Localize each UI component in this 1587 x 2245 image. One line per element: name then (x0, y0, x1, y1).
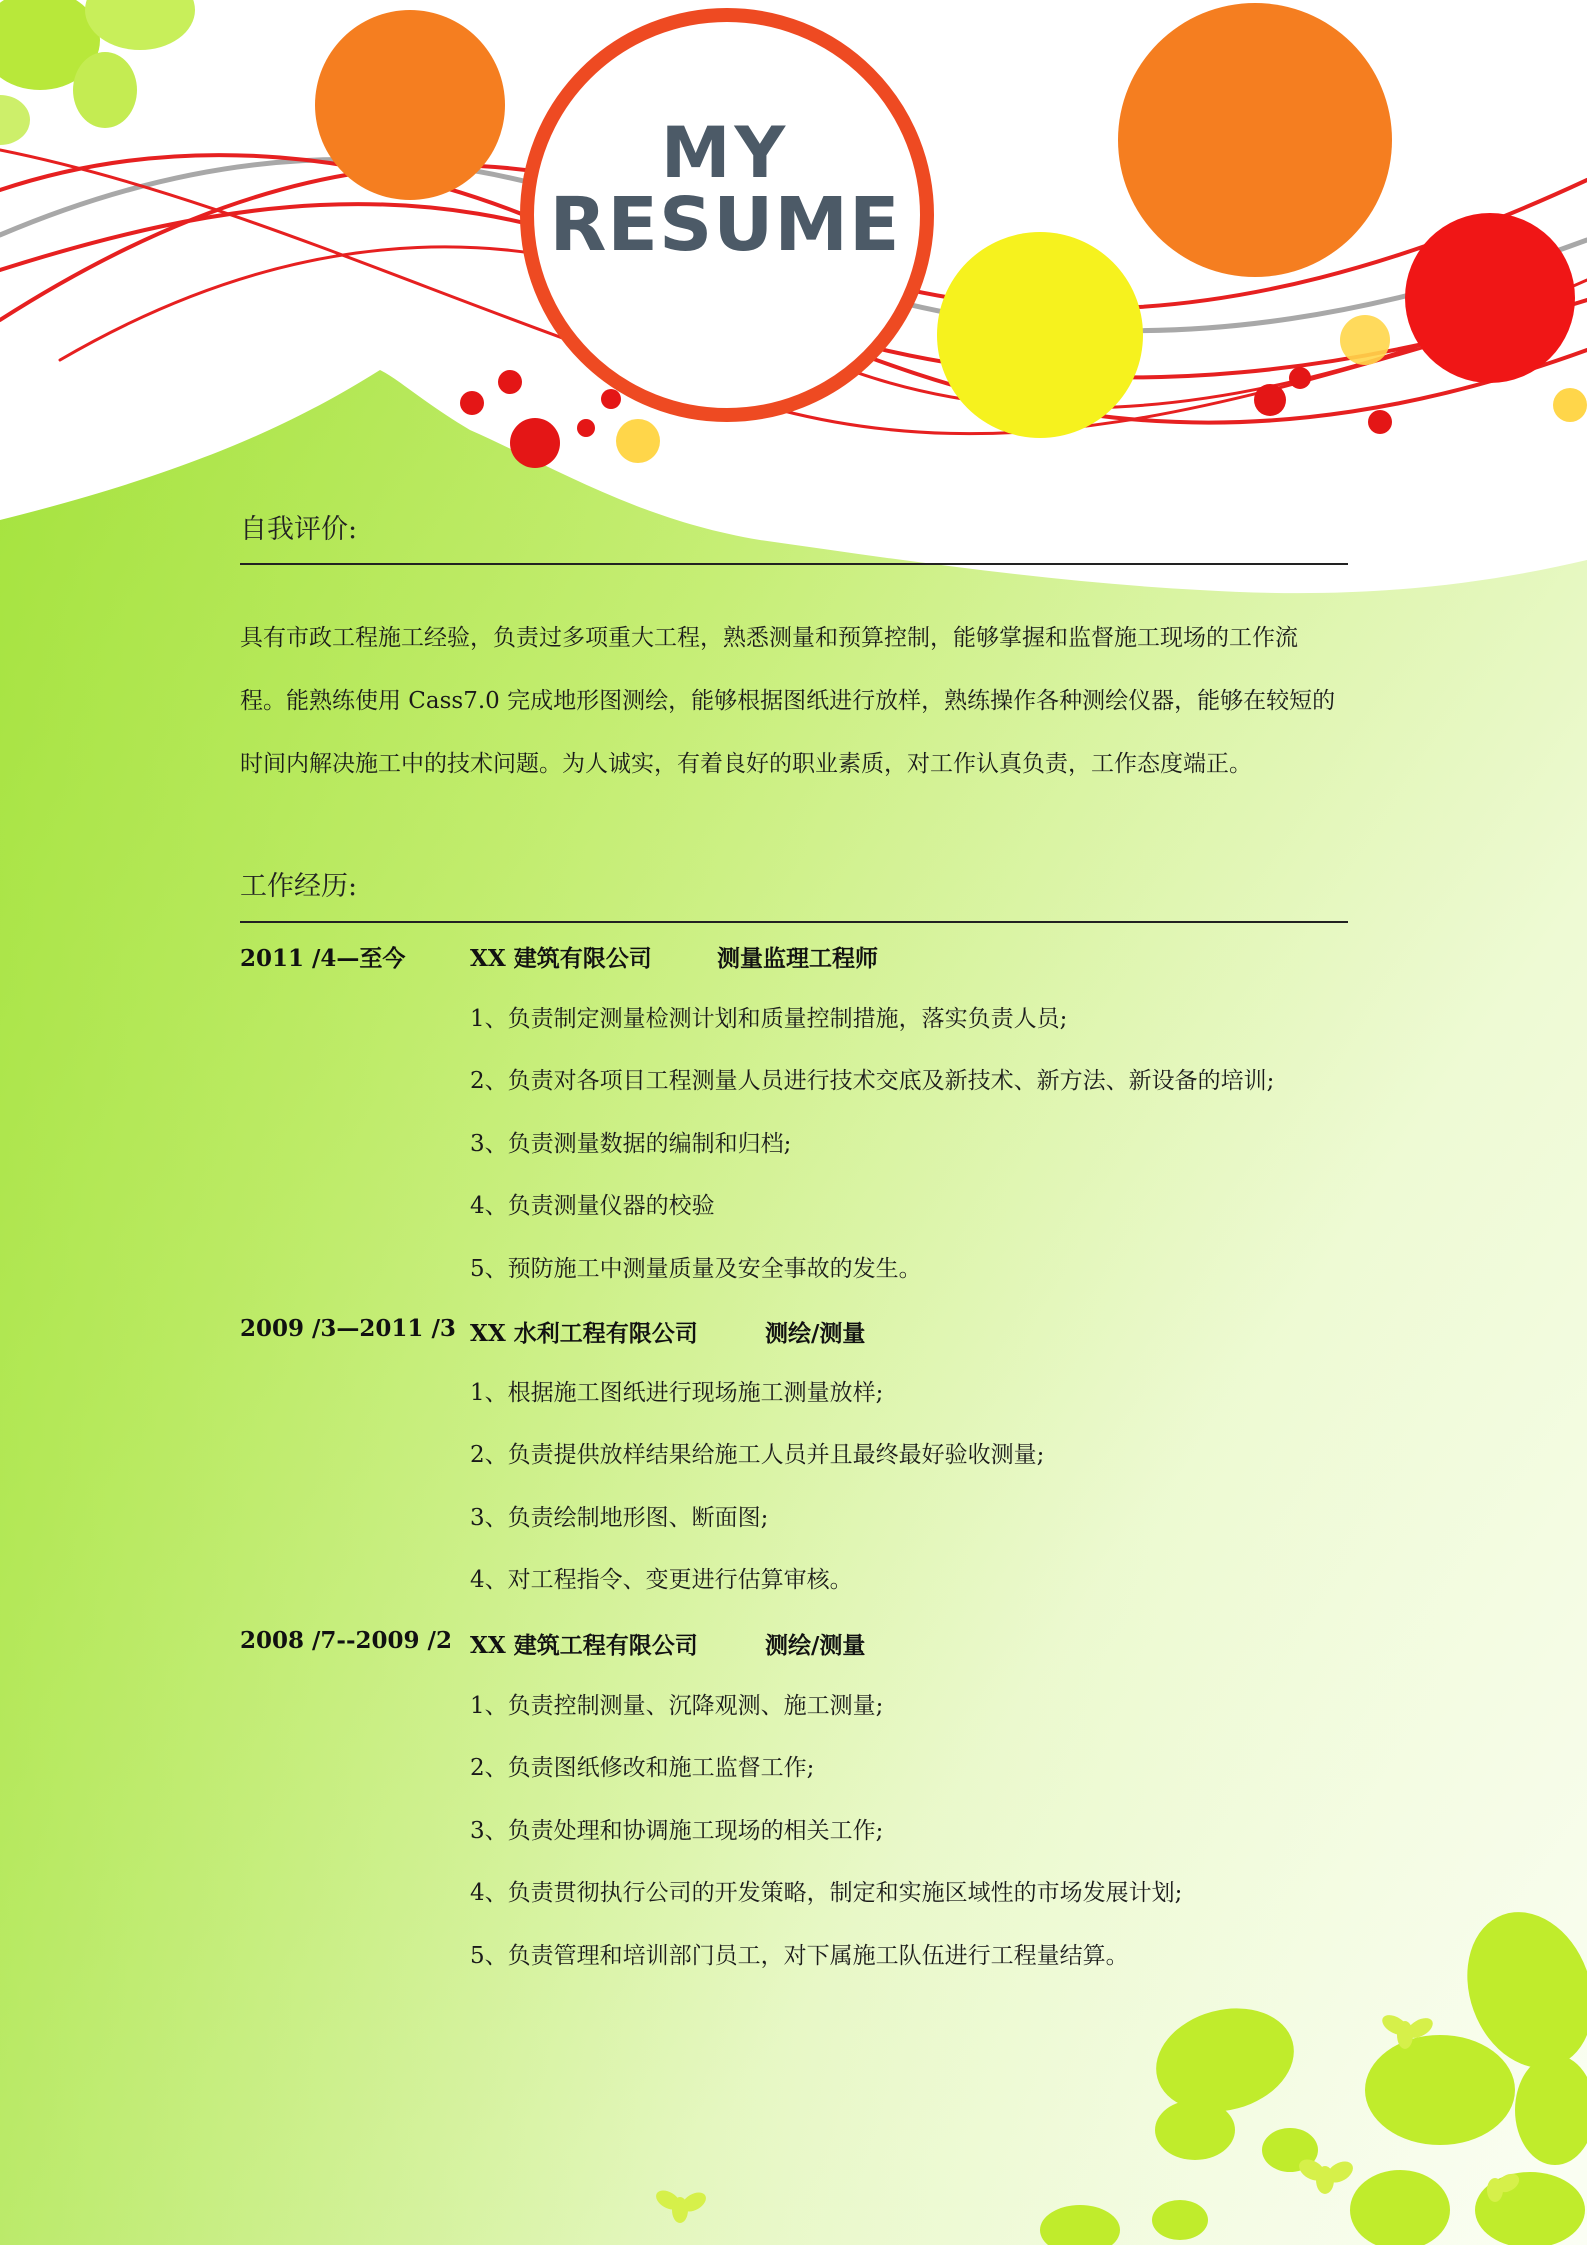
job-date: 2009 /3—2011 /3 (240, 1315, 456, 1342)
duty-item: 3、负责绘制地形图、断面图; (470, 1504, 769, 1531)
job-entry-header (240, 1315, 1350, 1347)
job-company: XX 建筑有限公司 (470, 945, 652, 972)
duty-item: 4、对工程指令、变更进行估算审核。 (470, 1567, 853, 1594)
work-experience-divider (240, 921, 1348, 923)
self-evaluation-line: 时间内解决施工中的技术问题。为人诚实，有着良好的职业素质，对工作认真负责，工作态度端正。 (240, 751, 1252, 777)
job-date: 2008 /7--2009 /2 (240, 1627, 452, 1654)
job-company: XX 建筑工程有限公司 (470, 1632, 698, 1659)
job-date: 2011 /4—至今 (240, 945, 406, 972)
job-duties (470, 1377, 1350, 1627)
work-experience-title: 工作经历: (240, 871, 358, 902)
logo-line-resume: RESUME (549, 182, 901, 268)
self-evaluation-divider (240, 563, 1348, 565)
job-role: 测绘/测量 (765, 1632, 866, 1659)
job-role: 测绘/测量 (765, 1320, 866, 1347)
duty-item: 1、根据施工图纸进行现场施工测量放样; (470, 1380, 884, 1406)
self-evaluation-title: 自我评价: (240, 514, 358, 545)
duty-item: 5、负责管理和培训部门员工，对下属施工队伍进行工程量结算。 (470, 1942, 1129, 1969)
duty-item: 3、负责处理和协调施工现场的相关工作; (470, 1817, 884, 1844)
self-evaluation-line: 程。能熟练使用 Cass7.0 完成地形图测绘，能够根据图纸进行放样，熟练操作各种测绘仪器，能够在较短的 (240, 688, 1336, 714)
job-duties (470, 1690, 1350, 2002)
duty-item: 4、负责测量仪器的校验 (470, 1193, 715, 1220)
duty-item: 2、负责对各项目工程测量人员进行技术交底及新技术、新方法、新设备的培训; (470, 1068, 1275, 1095)
job-duties (470, 1003, 1350, 1315)
duty-item: 4、负责贯彻执行公司的开发策略，制定和实施区域性的市场发展计划; (470, 1880, 1183, 1907)
duty-item: 2、负责图纸修改和施工监督工作; (470, 1755, 815, 1782)
duty-item: 3、负责测量数据的编制和归档; (470, 1130, 792, 1157)
logo-line-my: MY (660, 112, 790, 194)
self-evaluation-text (240, 607, 1350, 796)
job-company: XX 水利工程有限公司 (470, 1320, 698, 1347)
resume-logo (540, 112, 910, 268)
duty-item: 5、预防施工中测量质量及安全事故的发生。 (470, 1255, 922, 1282)
duty-item: 1、负责制定测量检测计划和质量控制措施，落实负责人员; (470, 1006, 1068, 1032)
duty-item: 2、负责提供放样结果给施工人员并且最终最好验收测量; (470, 1442, 1045, 1469)
job-entry-header (240, 940, 1350, 972)
self-evaluation-line: 具有市政工程施工经验，负责过多项重大工程，熟悉测量和预算控制，能够掌握和监督施工现场的工作流 (240, 625, 1298, 651)
job-entry-header (240, 1627, 1350, 1659)
job-role: 测量监理工程师 (717, 945, 878, 972)
duty-item: 1、负责控制测量、沉降观测、施工测量; (470, 1693, 884, 1719)
